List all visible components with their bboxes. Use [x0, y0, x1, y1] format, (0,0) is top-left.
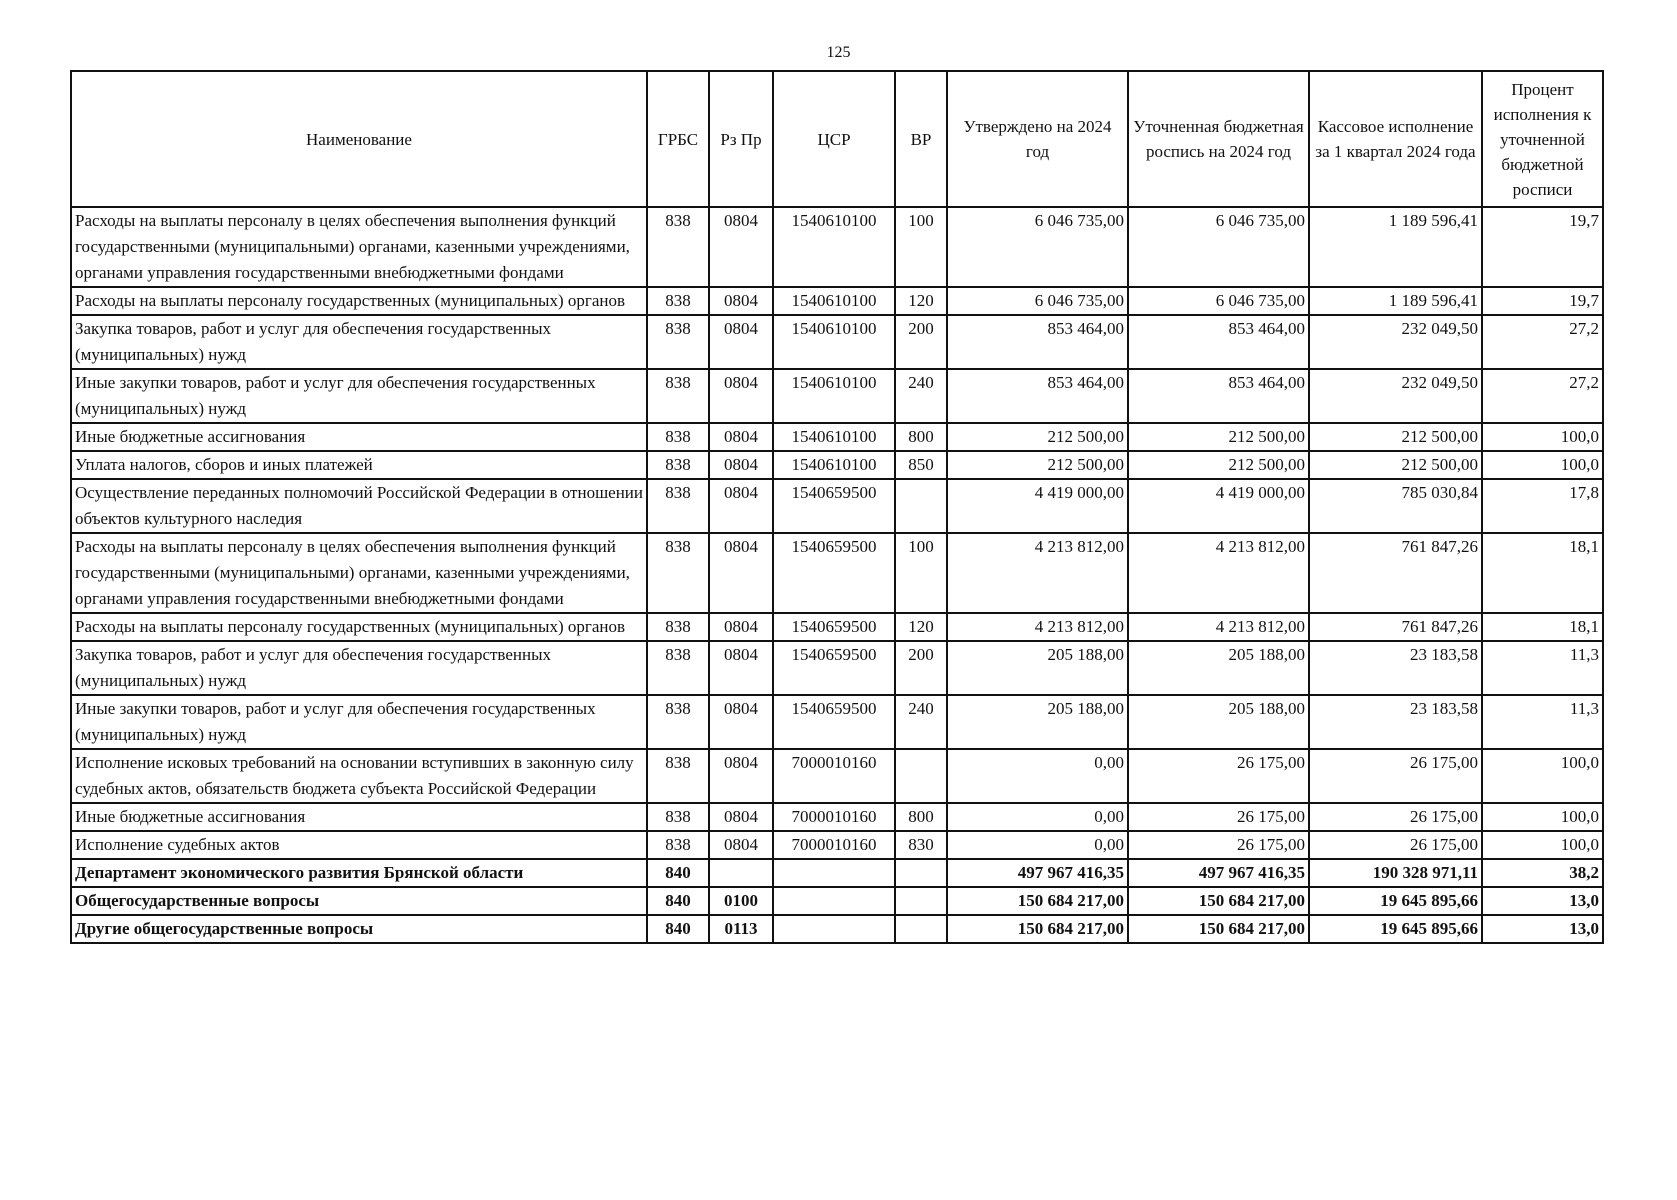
table-row	[71, 533, 1603, 613]
cell-csr: 1540659500	[773, 695, 895, 749]
cell-cash: 26 175,00	[1309, 749, 1482, 803]
cell-approved: 497 967 416,35	[947, 859, 1128, 887]
cell-cash: 232 049,50	[1309, 369, 1482, 423]
cell-rzpr: 0804	[709, 207, 773, 287]
cell-rzpr: 0804	[709, 831, 773, 859]
cell-approved: 4 419 000,00	[947, 479, 1128, 533]
cell-rzpr: 0804	[709, 613, 773, 641]
cell-refined: 150 684 217,00	[1128, 887, 1309, 915]
cell-cash: 212 500,00	[1309, 423, 1482, 451]
cell-vr: 100	[895, 533, 947, 613]
cell-grbs: 838	[647, 803, 709, 831]
cell-refined: 212 500,00	[1128, 451, 1309, 479]
cell-approved: 205 188,00	[947, 695, 1128, 749]
header-grbs: ГРБС	[647, 71, 709, 207]
cell-refined: 212 500,00	[1128, 423, 1309, 451]
cell-vr: 120	[895, 613, 947, 641]
cell-vr	[895, 749, 947, 803]
cell-vr	[895, 887, 947, 915]
cell-vr	[895, 859, 947, 887]
cell-rzpr: 0804	[709, 695, 773, 749]
cell-cash: 1 189 596,41	[1309, 207, 1482, 287]
cell-vr: 200	[895, 315, 947, 369]
cell-rzpr	[709, 859, 773, 887]
table-row	[71, 423, 1603, 451]
cell-approved: 212 500,00	[947, 451, 1128, 479]
cell-refined: 26 175,00	[1128, 749, 1309, 803]
cell-approved: 4 213 812,00	[947, 613, 1128, 641]
table-row	[71, 451, 1603, 479]
table-row	[71, 479, 1603, 533]
cell-csr: 1540659500	[773, 613, 895, 641]
cell-rzpr: 0804	[709, 423, 773, 451]
table-row	[71, 915, 1603, 943]
budget-table	[70, 70, 1604, 944]
cell-name: Иные бюджетные ассигнования	[71, 423, 647, 451]
cell-cash: 785 030,84	[1309, 479, 1482, 533]
table-row	[71, 749, 1603, 803]
cell-grbs: 838	[647, 695, 709, 749]
cell-approved: 150 684 217,00	[947, 915, 1128, 943]
cell-approved: 853 464,00	[947, 369, 1128, 423]
cell-percent: 100,0	[1482, 803, 1603, 831]
cell-grbs: 838	[647, 315, 709, 369]
cell-grbs: 838	[647, 831, 709, 859]
cell-cash: 26 175,00	[1309, 803, 1482, 831]
header-row	[71, 71, 1603, 207]
cell-cash: 23 183,58	[1309, 695, 1482, 749]
cell-approved: 205 188,00	[947, 641, 1128, 695]
cell-approved: 6 046 735,00	[947, 287, 1128, 315]
cell-csr: 1540610100	[773, 287, 895, 315]
cell-refined: 497 967 416,35	[1128, 859, 1309, 887]
cell-grbs: 838	[647, 533, 709, 613]
table-row	[71, 287, 1603, 315]
cell-percent: 13,0	[1482, 915, 1603, 943]
cell-grbs: 838	[647, 641, 709, 695]
cell-rzpr: 0804	[709, 641, 773, 695]
cell-refined: 205 188,00	[1128, 641, 1309, 695]
cell-refined: 4 419 000,00	[1128, 479, 1309, 533]
cell-percent: 100,0	[1482, 451, 1603, 479]
cell-cash: 19 645 895,66	[1309, 887, 1482, 915]
cell-csr: 7000010160	[773, 831, 895, 859]
cell-rzpr: 0100	[709, 887, 773, 915]
cell-csr: 1540610100	[773, 369, 895, 423]
cell-grbs: 840	[647, 915, 709, 943]
cell-grbs: 838	[647, 369, 709, 423]
cell-rzpr: 0804	[709, 451, 773, 479]
table-row	[71, 207, 1603, 287]
cell-csr: 7000010160	[773, 803, 895, 831]
cell-cash: 23 183,58	[1309, 641, 1482, 695]
cell-rzpr: 0804	[709, 749, 773, 803]
cell-refined: 26 175,00	[1128, 831, 1309, 859]
cell-percent: 100,0	[1482, 423, 1603, 451]
table-row	[71, 315, 1603, 369]
cell-csr: 1540610100	[773, 207, 895, 287]
cell-refined: 6 046 735,00	[1128, 287, 1309, 315]
cell-vr: 100	[895, 207, 947, 287]
cell-rzpr: 0113	[709, 915, 773, 943]
header-csr: ЦСР	[773, 71, 895, 207]
table-row	[71, 695, 1603, 749]
cell-rzpr: 0804	[709, 803, 773, 831]
header-vr: ВР	[895, 71, 947, 207]
cell-approved: 853 464,00	[947, 315, 1128, 369]
header-rzpr: Рз Пр	[709, 71, 773, 207]
cell-rzpr: 0804	[709, 369, 773, 423]
cell-percent: 13,0	[1482, 887, 1603, 915]
cell-vr: 240	[895, 695, 947, 749]
cell-percent: 11,3	[1482, 695, 1603, 749]
cell-name: Исполнение исковых требований на основании вступивших в законную силу судебных актов, обязательств бюджета субъекта Российской Федерации	[71, 749, 647, 803]
cell-refined: 26 175,00	[1128, 803, 1309, 831]
cell-cash: 26 175,00	[1309, 831, 1482, 859]
cell-csr: 1540659500	[773, 479, 895, 533]
table-row	[71, 803, 1603, 831]
cell-name: Другие общегосударственные вопросы	[71, 915, 647, 943]
cell-percent: 17,8	[1482, 479, 1603, 533]
cell-percent: 18,1	[1482, 533, 1603, 613]
cell-csr	[773, 859, 895, 887]
header-percent: Процент исполнения к уточненной бюджетной росписи	[1482, 71, 1603, 207]
cell-vr: 200	[895, 641, 947, 695]
table-row	[71, 831, 1603, 859]
cell-percent: 27,2	[1482, 315, 1603, 369]
cell-csr	[773, 887, 895, 915]
cell-refined: 853 464,00	[1128, 369, 1309, 423]
cell-name: Иные закупки товаров, работ и услуг для обеспечения государственных (муниципальных) нужд	[71, 695, 647, 749]
cell-cash: 212 500,00	[1309, 451, 1482, 479]
cell-refined: 150 684 217,00	[1128, 915, 1309, 943]
cell-name: Расходы на выплаты персоналу государственных (муниципальных) органов	[71, 287, 647, 315]
cell-percent: 38,2	[1482, 859, 1603, 887]
table-row	[71, 369, 1603, 423]
cell-percent: 100,0	[1482, 831, 1603, 859]
cell-vr: 830	[895, 831, 947, 859]
cell-cash: 761 847,26	[1309, 613, 1482, 641]
cell-name: Общегосударственные вопросы	[71, 887, 647, 915]
cell-vr: 800	[895, 423, 947, 451]
table-row	[71, 613, 1603, 641]
cell-csr: 1540610100	[773, 423, 895, 451]
cell-refined: 4 213 812,00	[1128, 613, 1309, 641]
cell-vr: 800	[895, 803, 947, 831]
cell-csr: 1540659500	[773, 641, 895, 695]
cell-percent: 18,1	[1482, 613, 1603, 641]
cell-name: Расходы на выплаты персоналу в целях обеспечения выполнения функций государственными (муниципальными) органами, казенными учреждениями, органами управления государственными внебюджетными фондами	[71, 207, 647, 287]
page-number: 125	[826, 44, 851, 61]
cell-percent: 11,3	[1482, 641, 1603, 695]
cell-name: Исполнение судебных актов	[71, 831, 647, 859]
cell-cash: 761 847,26	[1309, 533, 1482, 613]
cell-name: Расходы на выплаты персоналу государственных (муниципальных) органов	[71, 613, 647, 641]
header-approved: Утверждено на 2024 год	[947, 71, 1128, 207]
cell-csr: 7000010160	[773, 749, 895, 803]
cell-percent: 19,7	[1482, 287, 1603, 315]
cell-refined: 853 464,00	[1128, 315, 1309, 369]
cell-grbs: 838	[647, 207, 709, 287]
cell-cash: 19 645 895,66	[1309, 915, 1482, 943]
cell-grbs: 838	[647, 749, 709, 803]
cell-rzpr: 0804	[709, 533, 773, 613]
cell-csr: 1540610100	[773, 451, 895, 479]
cell-percent: 100,0	[1482, 749, 1603, 803]
cell-rzpr: 0804	[709, 479, 773, 533]
cell-csr	[773, 915, 895, 943]
cell-grbs: 840	[647, 887, 709, 915]
cell-rzpr: 0804	[709, 315, 773, 369]
cell-cash: 190 328 971,11	[1309, 859, 1482, 887]
cell-name: Закупка товаров, работ и услуг для обеспечения государственных (муниципальных) нужд	[71, 641, 647, 695]
cell-grbs: 838	[647, 479, 709, 533]
cell-percent: 27,2	[1482, 369, 1603, 423]
cell-approved: 0,00	[947, 749, 1128, 803]
header-refined: Уточненная бюджетная роспись на 2024 год	[1128, 71, 1309, 207]
cell-name: Иные бюджетные ассигнования	[71, 803, 647, 831]
cell-vr	[895, 915, 947, 943]
cell-approved: 0,00	[947, 831, 1128, 859]
cell-name: Расходы на выплаты персоналу в целях обеспечения выполнения функций государственными (муниципальными) органами, казенными учреждениями, органами управления государственными внебюджетными фондами	[71, 533, 647, 613]
table-row	[71, 859, 1603, 887]
cell-percent: 19,7	[1482, 207, 1603, 287]
cell-cash: 232 049,50	[1309, 315, 1482, 369]
cell-approved: 4 213 812,00	[947, 533, 1128, 613]
cell-name: Департамент экономического развития Брянской области	[71, 859, 647, 887]
cell-approved: 150 684 217,00	[947, 887, 1128, 915]
cell-vr: 240	[895, 369, 947, 423]
cell-refined: 4 213 812,00	[1128, 533, 1309, 613]
cell-grbs: 840	[647, 859, 709, 887]
cell-vr	[895, 479, 947, 533]
cell-approved: 0,00	[947, 803, 1128, 831]
table-body	[71, 207, 1603, 943]
cell-approved: 212 500,00	[947, 423, 1128, 451]
cell-csr: 1540659500	[773, 533, 895, 613]
cell-refined: 6 046 735,00	[1128, 207, 1309, 287]
cell-refined: 205 188,00	[1128, 695, 1309, 749]
cell-name: Осуществление переданных полномочий Российской Федерации в отношении объектов культурного наследия	[71, 479, 647, 533]
header-cash: Кассовое исполнение за 1 квартал 2024 года	[1309, 71, 1482, 207]
cell-vr: 850	[895, 451, 947, 479]
cell-name: Иные закупки товаров, работ и услуг для обеспечения государственных (муниципальных) нужд	[71, 369, 647, 423]
cell-csr: 1540610100	[773, 315, 895, 369]
cell-vr: 120	[895, 287, 947, 315]
cell-grbs: 838	[647, 451, 709, 479]
cell-grbs: 838	[647, 613, 709, 641]
table-row	[71, 641, 1603, 695]
cell-rzpr: 0804	[709, 287, 773, 315]
cell-grbs: 838	[647, 287, 709, 315]
cell-name: Закупка товаров, работ и услуг для обеспечения государственных (муниципальных) нужд	[71, 315, 647, 369]
cell-approved: 6 046 735,00	[947, 207, 1128, 287]
table-row	[71, 887, 1603, 915]
cell-name: Уплата налогов, сборов и иных платежей	[71, 451, 647, 479]
header-name: Наименование	[71, 71, 647, 207]
cell-cash: 1 189 596,41	[1309, 287, 1482, 315]
cell-grbs: 838	[647, 423, 709, 451]
